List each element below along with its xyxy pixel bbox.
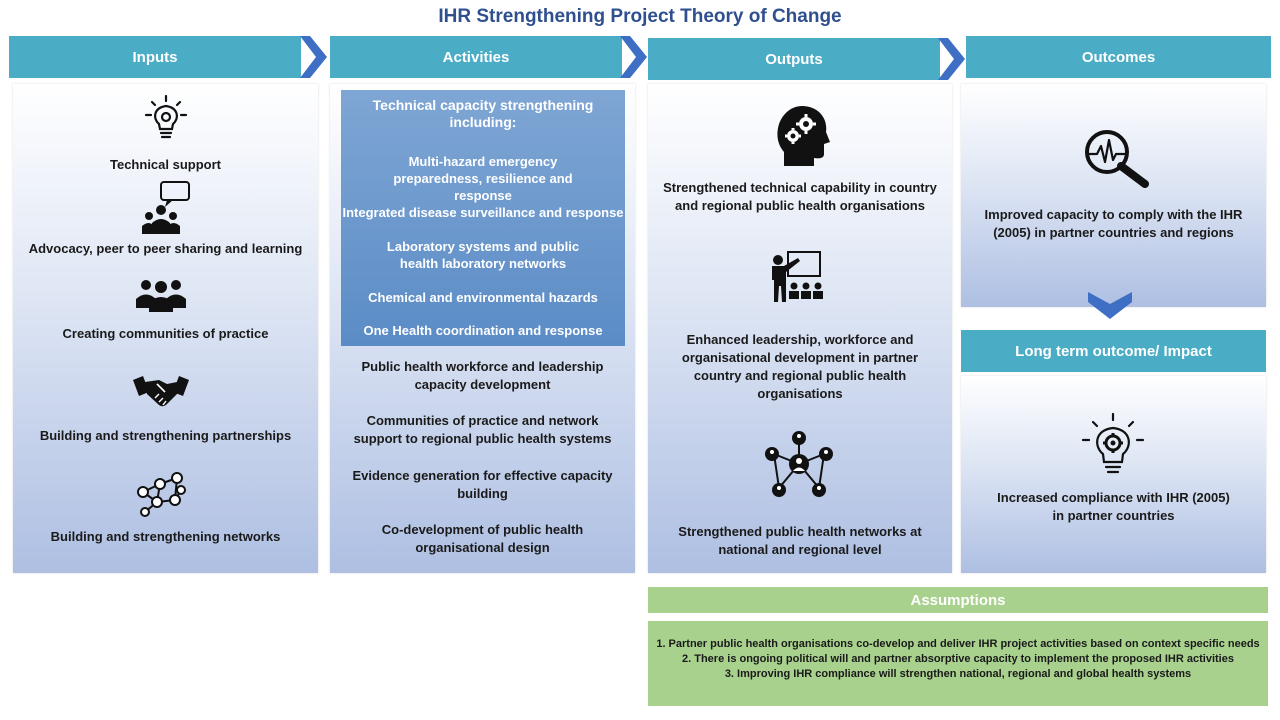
group-chat-icon (141, 180, 193, 234)
activity-item: Evidence generation for effective capacity building (352, 468, 613, 501)
outputs-header (648, 38, 940, 80)
activities-header-label: Activities (442, 48, 510, 66)
assumptions-panel (648, 621, 1268, 706)
handshake-icon (133, 374, 189, 410)
outcome-item-label: Improved capacity to comply with the IHR (2005) in partner countries and regions (984, 207, 1243, 240)
activity-item: Communities of practice and network support to regional public health systems (353, 413, 612, 446)
input-item-label: Advocacy, peer to peer sharing and learning (28, 241, 303, 256)
impact-panel (961, 376, 1266, 573)
activity-item: Co-development of public health organisational design (381, 522, 584, 555)
technical-capacity-item: Integrated disease surveillance and response (342, 205, 624, 220)
inputs-header (9, 36, 301, 78)
output-item-label: Enhanced leadership, workforce and organisational development in partner country and regional public health organisations (681, 332, 919, 401)
outcomes-header-label: Outcomes (1081, 48, 1156, 66)
lightbulb-gear-icon (1079, 412, 1147, 476)
activity-item: Public health workforce and leadership capacity development (361, 359, 604, 392)
lightbulb-icon (143, 94, 189, 140)
head-gears-icon (776, 104, 830, 166)
chevron-right-icon (938, 38, 966, 80)
people-icon (133, 278, 189, 312)
chevron-right-icon (620, 36, 648, 78)
inputs-header-label: Inputs (132, 48, 178, 66)
page-title: IHR Strengthening Project Theory of Change (438, 6, 842, 27)
assumption-item: 3. Improving IHR compliance will strengthen national, regional and global health systems (724, 668, 1192, 680)
outcomes-panel (961, 84, 1266, 307)
chevron-down-icon (1088, 292, 1132, 320)
assumptions-header (648, 587, 1268, 613)
network-icon (133, 470, 187, 518)
input-item-label: Building and strengthening partnerships (39, 428, 292, 443)
inputs-panel (13, 84, 318, 573)
assumptions-header-label: Assumptions (910, 591, 1006, 609)
input-item-label: Technical support (110, 157, 221, 172)
technical-capacity-item: One Health coordination and response (363, 323, 603, 338)
magnifier-pulse-icon (1083, 128, 1151, 188)
technical-capacity-item: Chemical and environmental hazards (368, 290, 598, 305)
activities-header (330, 36, 622, 78)
output-item-label: Strengthened technical capability in country and regional public health organisations (663, 180, 937, 213)
output-item-label: Strengthened public health networks at national and regional level (678, 524, 922, 557)
outputs-panel (648, 84, 952, 573)
technical-capacity-item: Laboratory systems and public health laboratory networks (386, 239, 580, 271)
chevron-right-icon (300, 36, 328, 78)
technical-capacity-item: Multi-hazard emergency preparedness, resilience and response (393, 154, 573, 203)
technical-capacity-box (341, 90, 625, 346)
outcomes-header (966, 36, 1271, 78)
assumption-item: 1. Partner public health organisations co-develop and deliver IHR project activities based on context specific needs (656, 638, 1260, 650)
impact-header (961, 330, 1266, 372)
input-item-label: Creating communities of practice (62, 326, 269, 341)
impact-item-label: Increased compliance with IHR (2005) in partner countries (997, 490, 1230, 523)
technical-capacity-heading: Technical capacity strengthening including: (372, 97, 594, 130)
input-item-label: Building and strengthening networks (50, 529, 281, 544)
people-network-icon (764, 430, 834, 498)
impact-header-label: Long term outcome/ Impact (1015, 342, 1212, 360)
assumption-item: 2. There is ongoing political will and partner absorptive capacity to implement the proposed IHR activities (682, 653, 1234, 665)
outputs-header-label: Outputs (765, 50, 823, 68)
presenter-icon (770, 250, 828, 302)
